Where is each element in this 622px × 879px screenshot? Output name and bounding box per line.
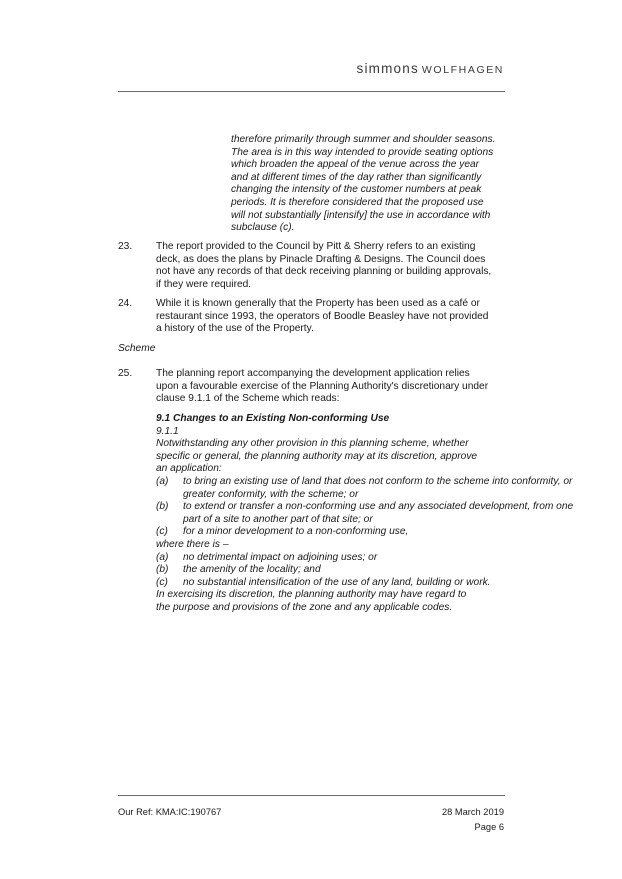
paragraph-line: if they were required. [156, 278, 252, 290]
paragraph-number: 25. [118, 368, 133, 379]
condition-label: (b) [156, 564, 169, 576]
clause-intro-line: specific or general, the planning authority may at its discretion, approve [156, 450, 478, 462]
quoted-text-block [231, 134, 506, 235]
clause-number: 9.1.1 [156, 425, 179, 437]
quote-line: periods. It is therefore considered that the proposed use [231, 196, 484, 208]
footer-rule [118, 795, 505, 796]
item-label: (a) [156, 475, 169, 487]
clause-item [156, 476, 586, 501]
clause-condition [156, 577, 586, 590]
paragraph-number: 23. [118, 241, 133, 252]
quote-line: and at different times of the day rather than significantly [231, 171, 482, 183]
clause-intro-line: Notwithstanding any other provision in this planning scheme, whether [156, 438, 469, 450]
quote-line: subclause (c). [231, 222, 295, 234]
paragraph-line: restaurant since 1993, the operators of Boodle Beasley have not provided [156, 310, 489, 322]
paragraph-line: not have any records of that deck receiving planning or building approvals, [156, 266, 492, 278]
condition-label: (c) [156, 576, 168, 588]
condition-text: no substantial intensification of the use of any land, building or work. [183, 576, 491, 588]
clause-condition [156, 564, 586, 577]
paragraph-line: The report provided to the Council by Pitt & Sherry refers to an existing [156, 241, 476, 252]
paragraph-24 [118, 298, 508, 336]
quote-line: will not substantially [intensify] the use in accordance with [231, 209, 491, 221]
condition-label: (a) [156, 551, 169, 563]
condition-text: the amenity of the locality; and [183, 564, 321, 576]
scheme-clause-quote [156, 413, 586, 615]
quote-line: The area is in this way intended to provide seating options [231, 146, 494, 158]
condition-text: no detrimental impact on adjoining uses; or [183, 551, 378, 563]
clause-title: 9.1 Changes to an Existing Non-conforming Use [156, 413, 390, 424]
item-label: (c) [156, 526, 168, 538]
page-number: Page 6 [474, 822, 504, 832]
clause-where: where there is – [156, 538, 229, 550]
paragraph-number: 24. [118, 298, 133, 309]
clause-intro-line: an application: [156, 463, 222, 475]
firm-logo [357, 63, 505, 77]
paragraph-line: While it is known generally that the Property has been used as a café or [156, 298, 480, 309]
item-line: for a minor development to a non-conforming use, [183, 526, 409, 538]
item-line: greater conformity, with the scheme; or [183, 488, 359, 500]
quote-line: therefore primarily through summer and shoulder seasons. [231, 134, 496, 145]
footer-date: 28 March 2019 [441, 807, 504, 817]
paragraph-line: clause 9.1.1 of the Scheme which reads: [156, 393, 340, 405]
clause-item [156, 501, 586, 526]
paragraph-25 [118, 368, 508, 406]
item-line: part of a site to another part of that site; or [183, 513, 373, 525]
quote-line: which broaden the appeal of the venue across the year [231, 159, 480, 171]
logo-part1: simmons [356, 61, 419, 76]
clause-closing-line: the purpose and provisions of the zone and any applicable codes. [156, 601, 453, 613]
item-label: (b) [156, 501, 169, 513]
header-rule [118, 91, 505, 92]
clause-closing-line: In exercising its discretion, the planning authority may have regard to [156, 589, 467, 601]
section-heading: Scheme [118, 343, 156, 354]
paragraph-line: upon a favourable exercise of the Planning Authority's discretionary under [156, 380, 489, 392]
clause-item [156, 526, 586, 539]
paragraph-line: The planning report accompanying the development application relies [156, 368, 470, 379]
item-line: to bring an existing use of land that does not conform to the scheme into conformity, or [183, 475, 573, 487]
clause-condition [156, 552, 586, 565]
quote-line: changing the intensity of the customer numbers at peak [231, 184, 482, 196]
paragraph-23 [118, 241, 508, 291]
paragraph-line: a history of the use of the Property. [156, 323, 314, 335]
item-line: to extend or transfer a non-conforming use and any associated development, from one [183, 501, 574, 513]
footer-reference: Our Ref: KMA:IC:190767 [118, 807, 222, 817]
paragraph-line: deck, as does the plans by Pinacle Drafting & Designs. The Council does [156, 253, 486, 265]
logo-part2: WOLFHAGEN [421, 64, 504, 76]
